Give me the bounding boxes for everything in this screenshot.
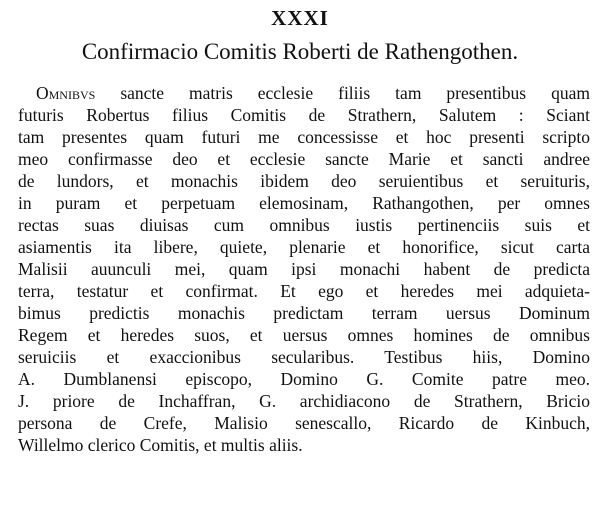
opening-word: Omnibvs [36, 83, 96, 103]
charter-body [18, 82, 590, 456]
text-line [18, 82, 590, 104]
text-line: de lundors, et monachis ibidem deo seruientibus et seruituris, [18, 171, 590, 191]
text-line: tam presentes quam futuri me concessisse et hoc presenti scripto [18, 127, 590, 147]
text-line: rectas suas diuisas cum omnibus iustis pertinenciis suis et [18, 215, 590, 235]
text-line: Malisii auunculi mei, quam ipsi monachi habent de predicta [18, 259, 590, 279]
text-line: futuris Robertus filius Comitis de Strathern, Salutem : Sciant [18, 105, 590, 125]
text-line: Regem et heredes suos, et uersus omnes homines de omnibus [18, 325, 590, 345]
text-line: persona de Crefe, Malisio senescallo, Ricardo de Kinbuch, [18, 413, 590, 433]
charter-title: Confirmacio Comitis Roberti de Rathengothen. [81, 39, 519, 64]
text-line: J. priore de Inchaffran, G. archidiacono de Strathern, Bricio [18, 391, 590, 411]
text-line: bimus predictis monachis predictam terram uersus Dominum [18, 303, 590, 323]
text-line: asiamentis ita libere, quiete, plenarie et honorifice, sicut carta [18, 237, 590, 257]
text-line: A. Dumblanensi episcopo, Domino G. Comite patre meo. [18, 369, 590, 389]
first-line-text: sancte matris ecclesie filiis tam presentibus quam [95, 83, 590, 103]
charter-number: XXXI [271, 6, 329, 30]
text-line: meo confirmasse deo et ecclesie sancte Marie et sancti andree [18, 149, 590, 169]
text-line: Willelmo clerico Comitis, et multis aliis. [18, 435, 303, 455]
text-line: seruiciis et exaccionibus secularibus. Testibus hiis, Domino [18, 347, 590, 367]
text-line: terra, testatur et confirmat. Et ego et heredes mei adquieta- [18, 281, 590, 301]
text-line: in puram et perpetuam elemosinam, Rathangothen, per omnes [18, 193, 590, 213]
